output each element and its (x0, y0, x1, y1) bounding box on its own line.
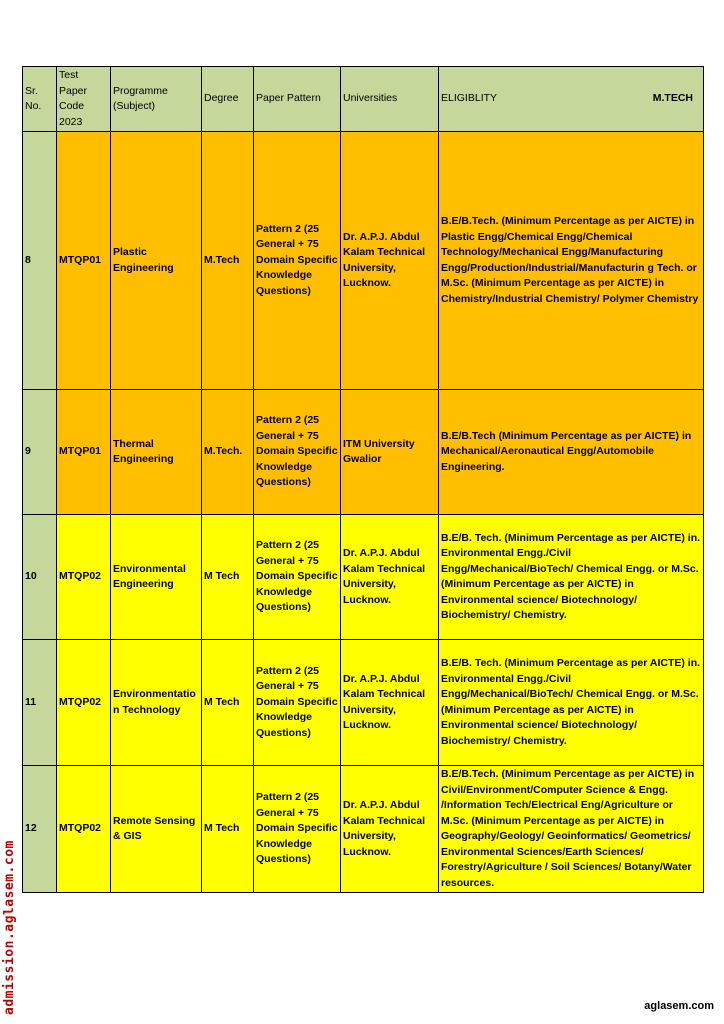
degree-cell: M Tech (202, 515, 254, 640)
programme-cell: Remote Sensing & GIS (111, 766, 202, 893)
degree-cell: M.Tech (202, 132, 254, 390)
university-cell: Dr. A.P.J. Abdul Kalam Technical University, Lucknow. (341, 515, 439, 640)
university-cell: Dr. A.P.J. Abdul Kalam Technical University, Lucknow. (341, 132, 439, 390)
university-cell: Dr. A.P.J. Abdul Kalam Technical University, Lucknow. (341, 640, 439, 766)
header-eligibility-label: ELIGIBLITY (441, 92, 498, 105)
sr-no-cell: 11 (23, 640, 57, 766)
programme-cell: Environmental Engineering (111, 515, 202, 640)
table-row (23, 515, 704, 640)
header-eligibility (439, 67, 704, 132)
paper-pattern-cell: Pattern 2 (25 General + 75 Domain Specific Knowledge Questions) (254, 132, 341, 390)
eligibility-cell: B.E/B.Tech (Minimum Percentage as per AICTE) in Mechanical/Aeronautical Engg/Automobile Engineering. (439, 390, 704, 515)
university-cell: Dr. A.P.J. Abdul Kalam Technical University, Lucknow. (341, 766, 439, 893)
degree-cell: M Tech (202, 766, 254, 893)
table-row (23, 132, 704, 390)
eligibility-cell: B.E/B. Tech. (Minimum Percentage as per AICTE) in. Environmental Engg./Civil Engg/Mechanical/BioTech/ Chemical Engg. or M.Sc. (Minimum Percentage as per AICTE) in Environmental science/ Biotechnology/ Biochemistry/ Chemistry. (439, 515, 704, 640)
eligibility-table (22, 66, 704, 893)
paper-code-cell: MTQP02 (57, 640, 111, 766)
header-degree: Degree (202, 67, 254, 132)
header-paper-pattern: Paper Pattern (254, 67, 341, 132)
header-sr-no: Sr. No. (23, 67, 57, 132)
degree-cell: M.Tech. (202, 390, 254, 515)
table-row (23, 766, 704, 893)
programme-cell: Plastic Engineering (111, 132, 202, 390)
watermark-text: admission.aglasem.com (2, 840, 17, 1015)
header-programme: Programme (Subject) (111, 67, 202, 132)
eligibility-cell: B.E/B. Tech. (Minimum Percentage as per AICTE) in. Environmental Engg./Civil Engg/Mechanical/BioTech/ Chemical Engg. or M.Sc. (Minimum Percentage as per AICTE) in Environmental science/ Biotechnology/ Biochemistry/ Chemistry. (439, 640, 704, 766)
paper-code-cell: MTQP02 (57, 766, 111, 893)
sr-no-cell: 9 (23, 390, 57, 515)
header-mtech-label: M.TECH (652, 92, 693, 105)
university-cell: ITM University Gwalior (341, 390, 439, 515)
paper-pattern-cell: Pattern 2 (25 General + 75 Domain Specific Knowledge Questions) (254, 766, 341, 893)
sr-no-cell: 12 (23, 766, 57, 893)
footer-brand-text[interactable]: aglasem.com (644, 1000, 714, 1012)
table-header-row (23, 67, 704, 132)
eligibility-cell: B.E/B.Tech. (Minimum Percentage as per AICTE) in Civil/Environment/Computer Science & Engg. /Information Tech/Electrical Eng/Agriculture or M.Sc. (Minimum Percentage as per AICTE) in Geography/Geology/ Geoinformatics/ Geometrics/ Environmental Sciences/Earth Sciences/ Forestry/Agriculture / Soil Sciences/ Botany/Water resources. (439, 766, 704, 893)
header-universities: Universities (341, 67, 439, 132)
table-row (23, 390, 704, 515)
paper-code-cell: MTQP01 (57, 132, 111, 390)
programme-cell: Thermal Engineering (111, 390, 202, 515)
paper-code-cell: MTQP01 (57, 390, 111, 515)
eligibility-cell: B.E/B.Tech. (Minimum Percentage as per AICTE) in Plastic Engg/Chemical Engg/Chemical Technology/Mechanical Engg/Manufacturing Engg/Production/Industrial/Manufacturin g Tech. or M.Sc. (Minimum Percentage as per AICTE) in Chemistry/Industrial Chemistry/ Polymer Chemistry (439, 132, 704, 390)
paper-pattern-cell: Pattern 2 (25 General + 75 Domain Specific Knowledge Questions) (254, 515, 341, 640)
paper-pattern-cell: Pattern 2 (25 General + 75 Domain Specific Knowledge Questions) (254, 640, 341, 766)
paper-code-cell: MTQP02 (57, 515, 111, 640)
sr-no-cell: 8 (23, 132, 57, 390)
degree-cell: M Tech (202, 640, 254, 766)
programme-cell: Environmentatio n Technology (111, 640, 202, 766)
table-row (23, 640, 704, 766)
header-test-paper-code: Test Paper Code 2023 (57, 67, 111, 132)
sr-no-cell: 10 (23, 515, 57, 640)
paper-pattern-cell: Pattern 2 (25 General + 75 Domain Specific Knowledge Questions) (254, 390, 341, 515)
